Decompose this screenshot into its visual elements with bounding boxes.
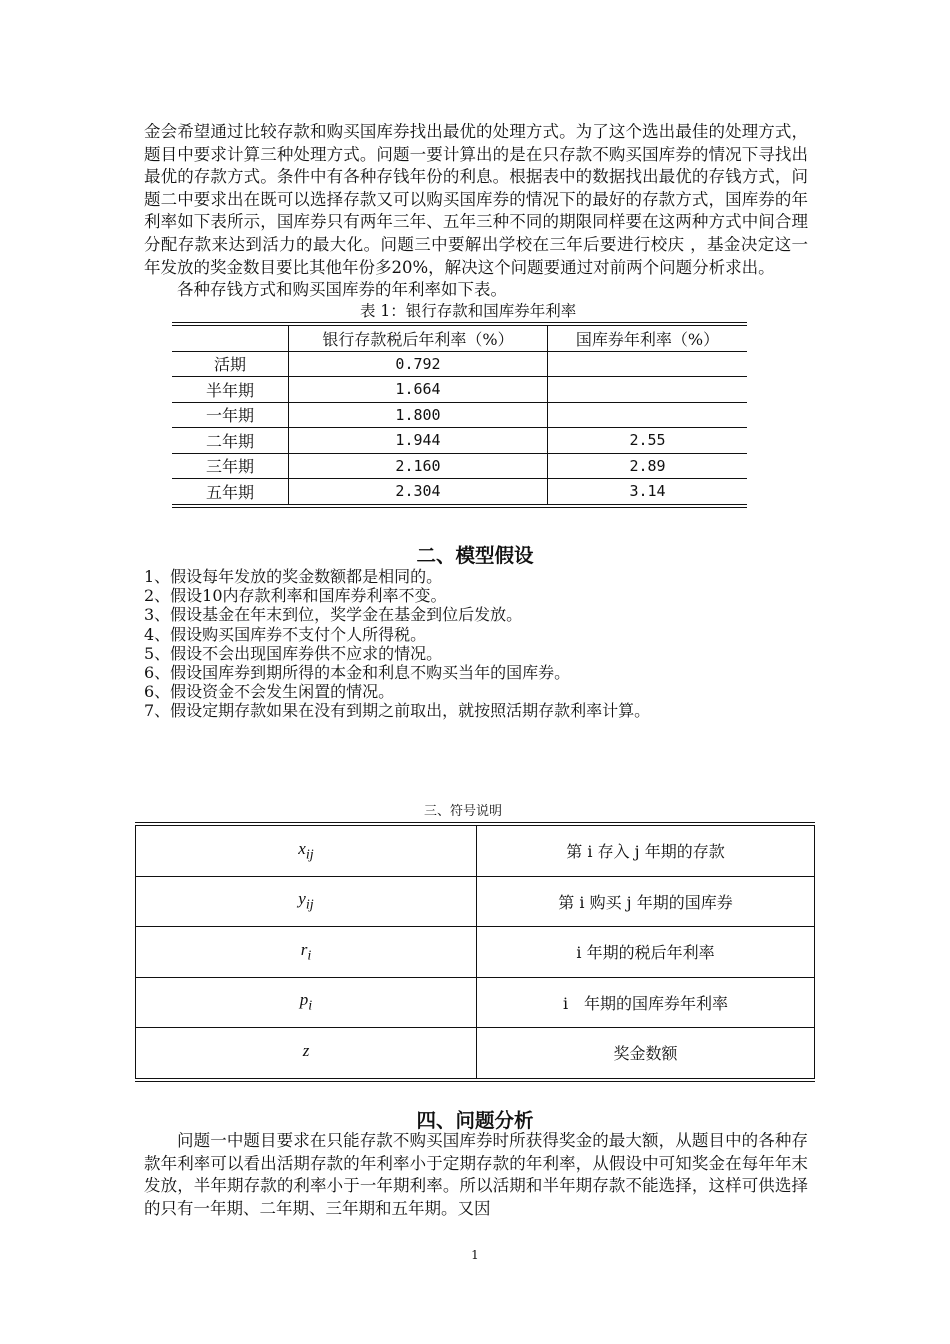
table-row <box>172 428 747 454</box>
table-row <box>136 927 815 978</box>
bond-rate-cell <box>548 351 748 377</box>
term-cell: 三年期 <box>172 453 289 479</box>
table-row <box>172 377 747 403</box>
table-row <box>172 402 747 428</box>
analysis-paragraph: 问题一中题目要求在只能存款不购买国库券时所获得奖金的最大额，从题目中的各种存款年利率可以看出活期存款的年利率小于定期存款的年利率，从假设中可知奖金在每年年末发放，半年期存款的利率小于一年期利率。所以活期和半年期存款不能选择，这样可供选择的只有一年期、二年期、三年期和五年期。又因 <box>144 1131 808 1218</box>
table-row <box>136 1028 815 1080</box>
table-row <box>136 824 815 876</box>
meaning-cell: 奖金数额 <box>613 1044 678 1064</box>
table-header-row <box>172 324 747 351</box>
assumption-item: 2、假设10内存款利率和国库券利率不变。 <box>144 586 447 606</box>
term-cell: 半年期 <box>172 377 289 403</box>
term-cell: 二年期 <box>172 428 289 454</box>
bank-rate-cell: 2.160 <box>289 453 548 479</box>
bank-rate-cell: 2.304 <box>289 479 548 506</box>
symbol-table-caption: 三、符号说明 <box>424 804 503 819</box>
meaning-cell: i 年期的税后年利率 <box>477 927 815 978</box>
intro-paragraph: 金会希望通过比较存款和购买国库券找出最优的处理方式。为了这个选出最佳的处理方式，题目中要求计算三种处理方式。问题一要计算出的是在只存款不购买国库券的情况下寻找出最优的存款方式。条件中有各种存钱年份的利息。根据表中的数据找出最优的存钱方式，问题二中要求出在既可以选择存款又可以购买国库券的情况下的最好的存款方式，国库券的年利率如下表所示，国库券只有两年三年、五年三种不同的期限同样要在这两种方式中间合理分配存款来达到活力的最大化。问题三中要解出学校在三年后要进行校庆 ，基金决定这一年发放的奖金数目要比其他年份多20%，解决这个问题要通过对前两个问题分析求出。 <box>144 122 808 277</box>
rate-table-caption: 表 1：银行存款和国库券年利率 <box>360 302 577 320</box>
bond-rate-cell: 3.14 <box>548 479 748 506</box>
term-cell: 五年期 <box>205 482 254 502</box>
bank-rate-cell: 1.664 <box>289 377 548 403</box>
table-header-cell: 银行存款税后年利率（%） <box>289 324 548 351</box>
meaning-cell: i 年期的国库券年利率 <box>477 977 815 1028</box>
symbol-cell: $x_{ij}$ <box>136 824 477 876</box>
symbol-cell: z <box>136 1028 477 1080</box>
term-cell: 一年期 <box>172 402 289 428</box>
section-heading-model: 二、模型假设 <box>416 544 534 567</box>
table-row <box>136 876 815 927</box>
section-heading-analysis: 四、问题分析 <box>416 1109 534 1132</box>
assumption-item: 6、假设资金不会发生闲置的情况。 <box>144 682 395 702</box>
table-row <box>172 351 747 377</box>
table-header-cell: 国库券年利率（%） <box>548 324 748 351</box>
meaning-cell: 第 i 购买 j 年期的国库券 <box>477 876 815 927</box>
assumption-item: 1、假设每年发放的奖金数额都是相同的。 <box>144 567 443 586</box>
table-lead-in: 各种存钱方式和购买国库券的年利率如下表。 <box>177 280 507 299</box>
symbol-cell: $r_i$ <box>136 927 477 978</box>
symbol-cell: $y_{ij}$ <box>136 876 477 927</box>
assumption-item: 4、假设购买国库券不支付个人所得税。 <box>144 624 427 644</box>
symbol-cell: $p_i$ <box>136 977 477 1028</box>
bond-rate-cell: 2.55 <box>548 428 748 454</box>
table-row <box>136 977 815 1028</box>
rate-table <box>172 322 747 508</box>
bond-rate-cell <box>548 402 748 428</box>
table-row <box>172 479 747 506</box>
symbol-table <box>135 822 815 1082</box>
assumption-item: 6、假设国库券到期所得的本金和利息不购买当年的国库券。 <box>144 663 571 683</box>
assumption-item: 7、假设定期存款如果在没有到期之前取出，就按照活期存款利率计算。 <box>144 701 651 721</box>
meaning-cell: 第 i 存入 j 年期的存款 <box>477 824 815 876</box>
table-row <box>172 453 747 479</box>
assumption-item: 5、假设不会出现国库券供不应求的情况。 <box>144 643 443 663</box>
bond-rate-cell: 2.89 <box>548 453 748 479</box>
bank-rate-cell: 1.944 <box>289 428 548 454</box>
table-header-cell <box>172 324 289 351</box>
assumption-item: 3、假设基金在年末到位，奖学金在基金到位后发放。 <box>144 605 523 625</box>
bond-rate-cell <box>548 377 748 403</box>
bank-rate-cell: 0.792 <box>289 351 548 377</box>
term-cell: 活期 <box>172 351 289 377</box>
page-number: 1 <box>471 1248 479 1262</box>
assumption-list <box>144 567 650 721</box>
bank-rate-cell: 1.800 <box>289 402 548 428</box>
